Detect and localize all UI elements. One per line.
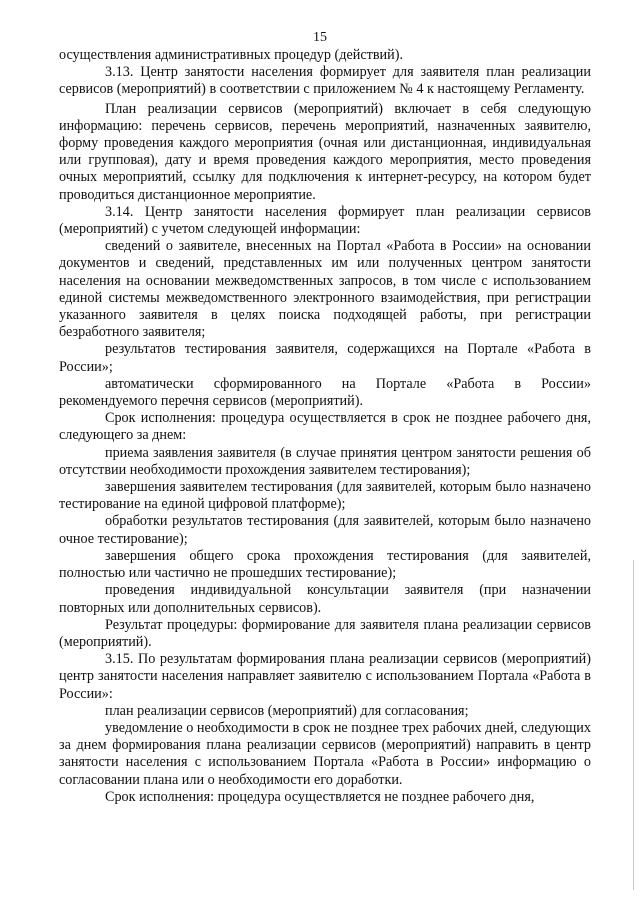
paragraph-deadline: Срок исполнения: процедура осуществляется в срок не позднее рабочего дня, следующего за днем: [59,410,591,444]
paragraph-testing-results: результатов тестирования заявителя, содержащихся на Портале «Работа в России»; [59,341,591,375]
paragraph-3-14: 3.14. Центр занятости населения формирует план реализации сервисов (мероприятий) с учетом следующей информации: [59,203,591,238]
paragraph-results-processing: обработки результатов тестирования (для заявителей, которым было назначено очное тестирование); [59,513,591,547]
scan-edge-line [633,560,634,890]
paragraph-consultation: проведения индивидуальной консультации заявителя (при назначении повторных или дополнительных сервисов). [59,582,591,616]
paragraph-plan-approval: план реализации сервисов (мероприятий) для согласования; [105,702,469,719]
page-number: 15 [313,30,327,45]
paragraph-procedure-result: Результат процедуры: формирование для заявителя плана реализации сервисов (мероприятий). [59,616,591,650]
paragraph-notification: уведомление о необходимости в срок не позднее трех рабочих дней, следующих за днем формирования плана реализации сервисов (мероприятий) направить в центр занятости населения с использованием Портала «Работа в России» информацию о согласовании плана или о необходимости его доработки. [59,719,591,788]
document-body [59,47,591,806]
paragraph-testing-period-end: завершения общего срока прохождения тестирования (для заявителей, полностью или частично не прошедших тестирование); [59,547,591,582]
paragraph-plan-content: План реализации сервисов (мероприятий) включает в себя следующую информацию: перечень сервисов, перечень мероприятий, назначенных заявителю, форму проведения каждого мероприятия (очная или дистанционная, индивидуальная или групповая), дату и время проведения каждого мероприятия, место проведения очных мероприятий, ссылку для подключения к интернет-ресурсу, на котором будет проводиться дистанционное мероприятие. [59,100,591,203]
paragraph-auto-list: автоматически сформированного на Портале «Работа в России» рекомендуемого перечня сервисов (мероприятий). [59,375,591,410]
paragraph-application-receipt: приема заявления заявителя (в случае принятия центром занятости решения об отсутствии необходимости прохождения заявителем тестирования); [59,444,591,478]
paragraph-applicant-info: сведений о заявителе, внесенных на Портал «Работа в России» на основании документов и сведений, представленных им или полученных центром занятости населения на основании межведомственных запросов, в том числе с использованием единой системы межведомственного электронного взаимодействия, при регистрации указанного заявителя в целях поиска подходящей работы, при регистрации безработного заявителя; [59,238,591,341]
paragraph-deadline-final: Срок исполнения: процедура осуществляется не позднее рабочего дня, [105,788,535,805]
paragraph-3-15: 3.15. По результатам формирования плана реализации сервисов (мероприятий) центр занятости населения направляет заявителю с использованием Портала «Работа в России»: [59,651,591,702]
paragraph-testing-completion: завершения заявителем тестирования (для заявителей, которым было назначено тестирование на единой цифровой платформе); [59,479,591,513]
paragraph-continuation: осуществления административных процедур (действий). [59,47,404,63]
paragraph-3-13: 3.13. Центр занятости населения формирует для заявителя план реализации сервисов (мероприятий) в соответствии с приложением № 4 к настоящему Регламенту. [59,64,591,98]
